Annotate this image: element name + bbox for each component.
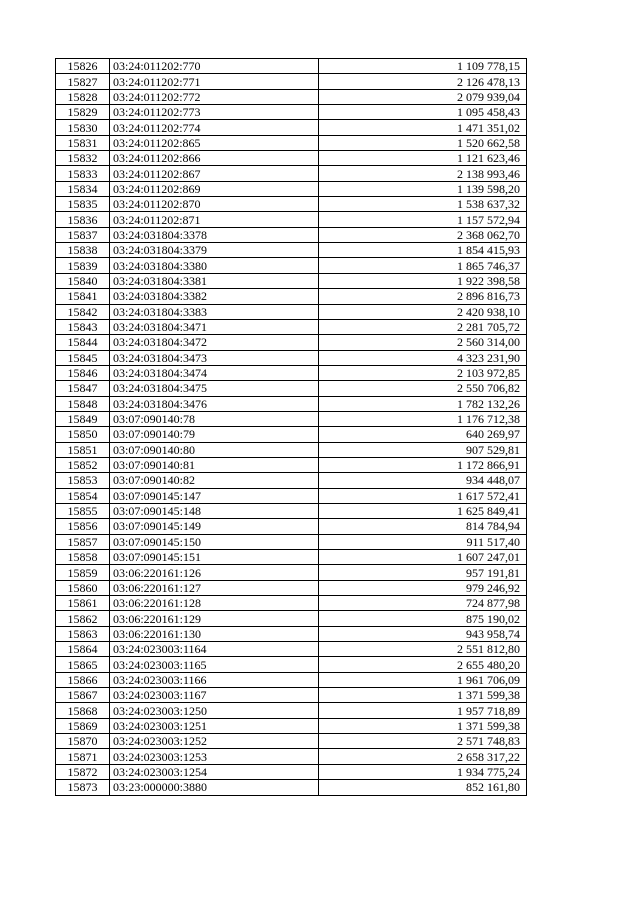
cadastral-number-cell: 03:24:031804:3383 <box>110 304 319 319</box>
cadastral-number-cell: 03:24:023003:1253 <box>110 749 319 764</box>
table-row <box>56 657 527 672</box>
cadastral-number-cell: 03:07:090145:151 <box>110 550 319 565</box>
cadastral-number-cell: 03:06:220161:128 <box>110 596 319 611</box>
value-cell: 1 176 712,38 <box>319 411 527 426</box>
table-row <box>56 243 527 258</box>
table-row <box>56 688 527 703</box>
cadastral-number-cell: 03:24:031804:3475 <box>110 381 319 396</box>
cadastral-number-cell: 03:24:031804:3473 <box>110 350 319 365</box>
cadastral-number-cell: 03:07:090140:82 <box>110 473 319 488</box>
cadastral-number-cell: 03:24:023003:1164 <box>110 642 319 657</box>
row-number-cell: 15854 <box>56 488 110 503</box>
cadastral-number-cell: 03:07:090145:149 <box>110 519 319 534</box>
table-row <box>56 734 527 749</box>
table-row <box>56 457 527 472</box>
row-number-cell: 15857 <box>56 534 110 549</box>
value-cell: 943 958,74 <box>319 626 527 641</box>
value-cell: 1 607 247,01 <box>319 550 527 565</box>
table-row <box>56 550 527 565</box>
row-number-cell: 15858 <box>56 550 110 565</box>
row-number-cell: 15843 <box>56 319 110 334</box>
row-number-cell: 15871 <box>56 749 110 764</box>
value-cell: 1 957 718,89 <box>319 703 527 718</box>
row-number-cell: 15846 <box>56 365 110 380</box>
table-row <box>56 304 527 319</box>
cadastral-number-cell: 03:06:220161:127 <box>110 580 319 595</box>
row-number-cell: 15827 <box>56 74 110 89</box>
value-cell: 911 517,40 <box>319 534 527 549</box>
cadastral-number-cell: 03:24:011202:866 <box>110 151 319 166</box>
table-row <box>56 120 527 135</box>
row-number-cell: 15855 <box>56 503 110 518</box>
cadastral-number-cell: 03:24:023003:1254 <box>110 764 319 779</box>
table-row <box>56 89 527 104</box>
cadastral-number-cell: 03:06:220161:129 <box>110 611 319 626</box>
row-number-cell: 15863 <box>56 626 110 641</box>
cadastral-number-cell: 03:24:011202:772 <box>110 89 319 104</box>
cadastral-number-cell: 03:06:220161:130 <box>110 626 319 641</box>
row-number-cell: 15833 <box>56 166 110 181</box>
table-row <box>56 672 527 687</box>
row-number-cell: 15844 <box>56 335 110 350</box>
table-row <box>56 59 527 74</box>
table-row <box>56 411 527 426</box>
value-cell: 1 865 746,37 <box>319 258 527 273</box>
row-number-cell: 15830 <box>56 120 110 135</box>
row-number-cell: 15869 <box>56 718 110 733</box>
value-cell: 2 550 706,82 <box>319 381 527 396</box>
table-body <box>56 59 527 796</box>
value-cell: 1 520 662,58 <box>319 135 527 150</box>
row-number-cell: 15837 <box>56 227 110 242</box>
table-row <box>56 289 527 304</box>
value-cell: 2 126 478,13 <box>319 74 527 89</box>
row-number-cell: 15859 <box>56 565 110 580</box>
row-number-cell: 15831 <box>56 135 110 150</box>
cadastral-number-cell: 03:24:023003:1167 <box>110 688 319 703</box>
table-row <box>56 181 527 196</box>
row-number-cell: 15853 <box>56 473 110 488</box>
table-row <box>56 212 527 227</box>
value-cell: 2 655 480,20 <box>319 657 527 672</box>
value-cell: 907 529,81 <box>319 442 527 457</box>
table-row <box>56 319 527 334</box>
cadastral-number-cell: 03:24:031804:3379 <box>110 243 319 258</box>
value-cell: 814 784,94 <box>319 519 527 534</box>
value-cell: 2 138 993,46 <box>319 166 527 181</box>
row-number-cell: 15847 <box>56 381 110 396</box>
row-number-cell: 15852 <box>56 457 110 472</box>
cadastral-number-cell: 03:24:031804:3381 <box>110 273 319 288</box>
cadastral-number-cell: 03:07:090140:81 <box>110 457 319 472</box>
value-cell: 640 269,97 <box>319 427 527 442</box>
table-row <box>56 365 527 380</box>
row-number-cell: 15862 <box>56 611 110 626</box>
value-cell: 934 448,07 <box>319 473 527 488</box>
row-number-cell: 15873 <box>56 780 110 795</box>
row-number-cell: 15840 <box>56 273 110 288</box>
cadastral-value-table <box>55 58 527 796</box>
table-row <box>56 273 527 288</box>
value-cell: 4 323 231,90 <box>319 350 527 365</box>
table-row <box>56 442 527 457</box>
table-row <box>56 764 527 779</box>
cadastral-number-cell: 03:24:031804:3472 <box>110 335 319 350</box>
cadastral-number-cell: 03:24:011202:869 <box>110 181 319 196</box>
cadastral-number-cell: 03:24:011202:867 <box>110 166 319 181</box>
row-number-cell: 15870 <box>56 734 110 749</box>
value-cell: 2 103 972,85 <box>319 365 527 380</box>
table-row <box>56 166 527 181</box>
value-cell: 1 172 866,91 <box>319 457 527 472</box>
table-row <box>56 718 527 733</box>
table-row <box>56 534 527 549</box>
cadastral-number-cell: 03:24:023003:1251 <box>110 718 319 733</box>
value-cell: 2 551 812,80 <box>319 642 527 657</box>
row-number-cell: 15850 <box>56 427 110 442</box>
value-cell: 2 079 939,04 <box>319 89 527 104</box>
value-cell: 2 658 317,22 <box>319 749 527 764</box>
table-row <box>56 227 527 242</box>
table-row <box>56 596 527 611</box>
cadastral-number-cell: 03:24:023003:1166 <box>110 672 319 687</box>
cadastral-number-cell: 03:07:090140:80 <box>110 442 319 457</box>
table-row <box>56 135 527 150</box>
table-row <box>56 151 527 166</box>
table-row <box>56 488 527 503</box>
cadastral-number-cell: 03:07:090145:148 <box>110 503 319 518</box>
value-cell: 2 420 938,10 <box>319 304 527 319</box>
cadastral-number-cell: 03:24:011202:771 <box>110 74 319 89</box>
row-number-cell: 15867 <box>56 688 110 703</box>
cadastral-number-cell: 03:24:031804:3378 <box>110 227 319 242</box>
value-cell: 1 371 599,38 <box>319 718 527 733</box>
row-number-cell: 15851 <box>56 442 110 457</box>
value-cell: 1 371 599,38 <box>319 688 527 703</box>
table-row <box>56 503 527 518</box>
cadastral-number-cell: 03:24:011202:770 <box>110 59 319 74</box>
table-row <box>56 427 527 442</box>
row-number-cell: 15834 <box>56 181 110 196</box>
value-cell: 2 281 705,72 <box>319 319 527 334</box>
value-cell: 2 896 816,73 <box>319 289 527 304</box>
cadastral-number-cell: 03:24:023003:1165 <box>110 657 319 672</box>
row-number-cell: 15856 <box>56 519 110 534</box>
row-number-cell: 15826 <box>56 59 110 74</box>
table-row <box>56 703 527 718</box>
row-number-cell: 15836 <box>56 212 110 227</box>
row-number-cell: 15839 <box>56 258 110 273</box>
row-number-cell: 15842 <box>56 304 110 319</box>
table-row <box>56 780 527 795</box>
cadastral-number-cell: 03:24:011202:870 <box>110 197 319 212</box>
cadastral-number-cell: 03:06:220161:126 <box>110 565 319 580</box>
row-number-cell: 15841 <box>56 289 110 304</box>
cadastral-number-cell: 03:07:090140:78 <box>110 411 319 426</box>
value-cell: 1 095 458,43 <box>319 105 527 120</box>
table-row <box>56 626 527 641</box>
row-number-cell: 15832 <box>56 151 110 166</box>
value-cell: 1 782 132,26 <box>319 396 527 411</box>
value-cell: 1 922 398,58 <box>319 273 527 288</box>
value-cell: 1 121 623,46 <box>319 151 527 166</box>
cadastral-number-cell: 03:24:031804:3474 <box>110 365 319 380</box>
cadastral-number-cell: 03:24:011202:865 <box>110 135 319 150</box>
table-row <box>56 642 527 657</box>
row-number-cell: 15838 <box>56 243 110 258</box>
cadastral-number-cell: 03:24:031804:3380 <box>110 258 319 273</box>
value-cell: 1 617 572,41 <box>319 488 527 503</box>
value-cell: 2 368 062,70 <box>319 227 527 242</box>
row-number-cell: 15848 <box>56 396 110 411</box>
cadastral-number-cell: 03:07:090145:150 <box>110 534 319 549</box>
value-cell: 1 157 572,94 <box>319 212 527 227</box>
row-number-cell: 15845 <box>56 350 110 365</box>
row-number-cell: 15866 <box>56 672 110 687</box>
table-row <box>56 396 527 411</box>
row-number-cell: 15835 <box>56 197 110 212</box>
table-row <box>56 611 527 626</box>
value-cell: 724 877,98 <box>319 596 527 611</box>
table-row <box>56 565 527 580</box>
cadastral-number-cell: 03:24:011202:774 <box>110 120 319 135</box>
table-row <box>56 381 527 396</box>
table-row <box>56 580 527 595</box>
value-cell: 1 934 775,24 <box>319 764 527 779</box>
table-row <box>56 335 527 350</box>
table-row <box>56 519 527 534</box>
value-cell: 957 191,81 <box>319 565 527 580</box>
value-cell: 1 854 415,93 <box>319 243 527 258</box>
table-row <box>56 350 527 365</box>
row-number-cell: 15829 <box>56 105 110 120</box>
row-number-cell: 15872 <box>56 764 110 779</box>
cadastral-number-cell: 03:07:090145:147 <box>110 488 319 503</box>
table-row <box>56 197 527 212</box>
cadastral-number-cell: 03:24:031804:3476 <box>110 396 319 411</box>
value-cell: 2 571 748,83 <box>319 734 527 749</box>
value-cell: 2 560 314,00 <box>319 335 527 350</box>
value-cell: 1 471 351,02 <box>319 120 527 135</box>
table-row <box>56 749 527 764</box>
value-cell: 1 538 637,32 <box>319 197 527 212</box>
row-number-cell: 15828 <box>56 89 110 104</box>
row-number-cell: 15864 <box>56 642 110 657</box>
value-cell: 875 190,02 <box>319 611 527 626</box>
table-row <box>56 258 527 273</box>
value-cell: 979 246,92 <box>319 580 527 595</box>
cadastral-number-cell: 03:24:011202:871 <box>110 212 319 227</box>
cadastral-number-cell: 03:07:090140:79 <box>110 427 319 442</box>
row-number-cell: 15860 <box>56 580 110 595</box>
cadastral-number-cell: 03:24:031804:3471 <box>110 319 319 334</box>
table-row <box>56 105 527 120</box>
cadastral-number-cell: 03:24:023003:1250 <box>110 703 319 718</box>
row-number-cell: 15849 <box>56 411 110 426</box>
cadastral-number-cell: 03:24:011202:773 <box>110 105 319 120</box>
value-cell: 1 109 778,15 <box>319 59 527 74</box>
row-number-cell: 15861 <box>56 596 110 611</box>
table-row <box>56 473 527 488</box>
row-number-cell: 15865 <box>56 657 110 672</box>
value-cell: 1 961 706,09 <box>319 672 527 687</box>
cadastral-number-cell: 03:24:023003:1252 <box>110 734 319 749</box>
cadastral-number-cell: 03:23:000000:3880 <box>110 780 319 795</box>
row-number-cell: 15868 <box>56 703 110 718</box>
value-cell: 1 625 849,41 <box>319 503 527 518</box>
cadastral-number-cell: 03:24:031804:3382 <box>110 289 319 304</box>
value-cell: 1 139 598,20 <box>319 181 527 196</box>
value-cell: 852 161,80 <box>319 780 527 795</box>
table-row <box>56 74 527 89</box>
